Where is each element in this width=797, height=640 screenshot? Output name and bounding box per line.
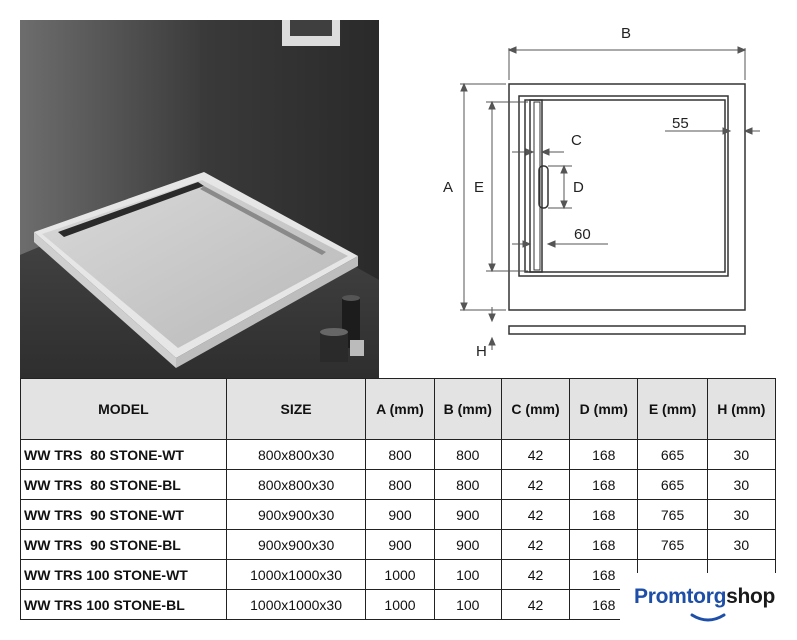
label-60: 60 bbox=[574, 226, 591, 243]
logo-text-promtorg: Promtorg bbox=[634, 585, 727, 608]
cell-model: WW TRS 90 STONE-WT bbox=[21, 500, 227, 530]
cell-model: WW TRS 100 STONE-WT bbox=[21, 560, 227, 590]
smile-icon bbox=[690, 613, 726, 623]
cell-d: 168 bbox=[570, 470, 638, 500]
cell-b: 100 bbox=[434, 560, 501, 590]
cell-e: 665 bbox=[638, 440, 707, 470]
cell-size: 900x900x30 bbox=[226, 530, 366, 560]
label-55: 55 bbox=[672, 115, 689, 132]
cell-c: 42 bbox=[501, 530, 569, 560]
label-e: E bbox=[474, 179, 485, 196]
logo-text-shop: shop bbox=[726, 585, 776, 608]
cell-e: 765 bbox=[638, 530, 707, 560]
technical-drawing bbox=[440, 20, 780, 370]
cell-b: 900 bbox=[434, 530, 501, 560]
cell-e: 665 bbox=[638, 470, 707, 500]
promtorgshop-logo bbox=[620, 573, 797, 633]
cell-size: 1000x1000x30 bbox=[226, 590, 366, 620]
label-d: D bbox=[573, 179, 584, 196]
header-c: C (mm) bbox=[501, 379, 569, 440]
cell-c: 42 bbox=[501, 590, 569, 620]
header-a: A (mm) bbox=[366, 379, 434, 440]
cell-a: 900 bbox=[366, 530, 434, 560]
header-model: MODEL bbox=[21, 379, 227, 440]
label-h: H bbox=[476, 343, 487, 360]
cell-a: 900 bbox=[366, 500, 434, 530]
cell-d: 168 bbox=[570, 560, 638, 590]
cell-b: 800 bbox=[434, 440, 501, 470]
cell-size: 900x900x30 bbox=[226, 500, 366, 530]
product-photo bbox=[20, 20, 379, 378]
header-d: D (mm) bbox=[570, 379, 638, 440]
cell-b: 900 bbox=[434, 500, 501, 530]
table-row bbox=[21, 530, 776, 560]
header-b: B (mm) bbox=[434, 379, 501, 440]
cell-c: 42 bbox=[501, 500, 569, 530]
cell-size: 1000x1000x30 bbox=[226, 560, 366, 590]
table-row bbox=[21, 470, 776, 500]
cell-c: 42 bbox=[501, 440, 569, 470]
header-e: E (mm) bbox=[638, 379, 707, 440]
cell-d: 168 bbox=[570, 590, 638, 620]
cell-a: 1000 bbox=[366, 590, 434, 620]
cell-model: WW TRS 100 STONE-BL bbox=[21, 590, 227, 620]
cell-a: 1000 bbox=[366, 560, 434, 590]
cell-c: 42 bbox=[501, 560, 569, 590]
cell-h: 30 bbox=[707, 500, 775, 530]
table-row bbox=[21, 440, 776, 470]
cell-b: 100 bbox=[434, 590, 501, 620]
header-size: SIZE bbox=[226, 379, 366, 440]
cell-model: WW TRS 90 STONE-BL bbox=[21, 530, 227, 560]
cell-a: 800 bbox=[366, 470, 434, 500]
cell-model: WW TRS 80 STONE-WT bbox=[21, 440, 227, 470]
table-row bbox=[21, 500, 776, 530]
cell-a: 800 bbox=[366, 440, 434, 470]
cell-d: 168 bbox=[570, 530, 638, 560]
cell-h: 30 bbox=[707, 470, 775, 500]
cell-h: 30 bbox=[707, 440, 775, 470]
header-h: H (mm) bbox=[707, 379, 775, 440]
cell-d: 168 bbox=[570, 440, 638, 470]
label-b: B bbox=[621, 25, 632, 42]
table-header-row bbox=[21, 379, 776, 440]
cell-c: 42 bbox=[501, 470, 569, 500]
cell-b: 800 bbox=[434, 470, 501, 500]
cell-size: 800x800x30 bbox=[226, 470, 366, 500]
cell-h: 30 bbox=[707, 530, 775, 560]
cell-size: 800x800x30 bbox=[226, 440, 366, 470]
cell-model: WW TRS 80 STONE-BL bbox=[21, 470, 227, 500]
label-c: C bbox=[571, 132, 582, 149]
cell-d: 168 bbox=[570, 500, 638, 530]
cell-e: 765 bbox=[638, 500, 707, 530]
label-a: A bbox=[443, 179, 454, 196]
